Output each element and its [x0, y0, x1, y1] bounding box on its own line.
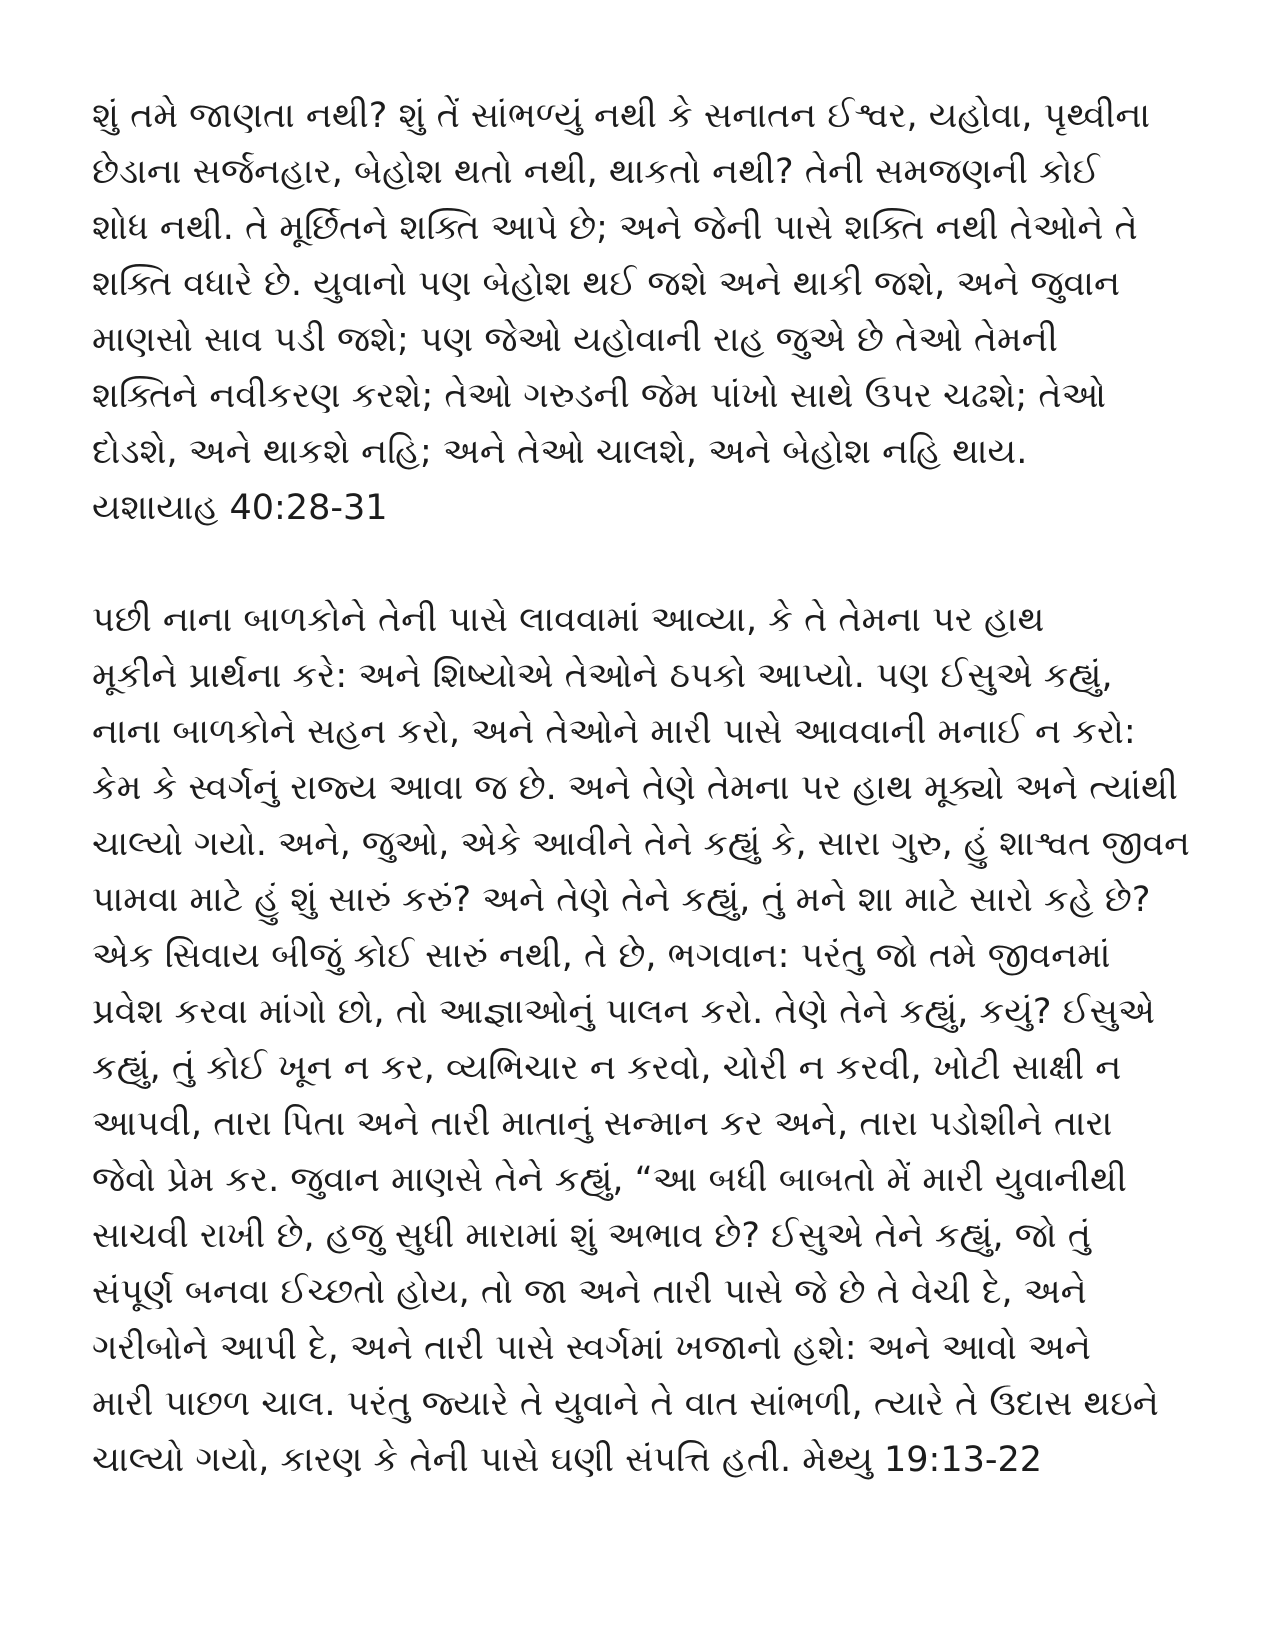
scripture-reference: યશાયાહ 40:28-31: [92, 488, 388, 528]
text-line: માણસો સાવ પડી જશે; પણ જેઓ યહોવાની રાહ જુએ છે તેઓ તેમની: [92, 320, 1058, 360]
text-line: મારી પાછળ ચાલ. પરંતુ જ્યારે તે યુવાને તે વાત સાંભળી, ત્યારે તે ઉદાસ થઇને: [92, 1384, 1159, 1424]
text-line: સંપૂર્ણ બનવા ઈચ્છતો હોય, તો જા અને તારી પાસે જે છે તે વેચી દે, અને: [92, 1272, 1087, 1312]
text-line: એક સિવાય બીજું કોઈ સારું નથી, તે છે, ભગવાન: પરંતુ જો તમે જીવનમાં: [92, 936, 1111, 976]
text-line: ગરીબોને આપી દે, અને તારી પાસે સ્વર્ગમાં ખજાનો હશે: અને આવો અને: [92, 1328, 1091, 1368]
text-line: પામવા માટે હું શું સારું કરું? અને તેણે તેને કહ્યું, તું મને શા માટે સારો કહે છે?: [92, 880, 1151, 920]
text-line: પછી નાના બાળકોને તેની પાસે લાવવામાં આવ્યા, કે તે તેમના પર હાથ: [92, 600, 1045, 640]
text-line: મૂકીને પ્રાર્થના કરે: અને શિષ્યોએ તેઓને ઠપકો આપ્યો. પણ ઈસુએ કહ્યું,: [92, 656, 1113, 696]
text-line: શું તમે જાણતા નથી? શું તેં સાંભળ્યું નથી કે સનાતન ઈશ્વર, યહોવા, પૃથ્વીના: [92, 96, 1151, 136]
text-line: પ્રવેશ કરવા માંગો છો, તો આજ્ઞાઓનું પાલન કરો. તેણે તેને કહ્યું, કયું? ઈસુએ: [92, 992, 1155, 1032]
passage-isaiah: [92, 88, 1202, 536]
document-page: [92, 88, 1202, 1488]
text-line: શક્તિને નવીકરણ કરશે; તેઓ ગરુડની જેમ પાંખો સાથે ઉપર ચઢશે; તેઓ: [92, 376, 1107, 416]
text-line: આપવી, તારા પિતા અને તારી માતાનું સન્માન કર અને, તારા પડોશીને તારા: [92, 1104, 1113, 1144]
text-line: સાચવી રાખી છે, હજુ સુધી મારામાં શું અભાવ છે? ઈસુએ તેને કહ્યું, જો તું: [92, 1216, 1091, 1256]
text-line: નાના બાળકોને સહન કરો, અને તેઓને મારી પાસે આવવાની મનાઈ ન કરો:: [92, 712, 1136, 752]
text-line: કેમ કે સ્વર્ગનું રાજ્ય આવા જ છે. અને તેણે તેમના પર હાથ મૂક્યો અને ત્યાંથી: [92, 768, 1178, 808]
text-line: દોડશે, અને થાકશે નહિ; અને તેઓ ચાલશે, અને બેહોશ નહિ થાય.: [92, 432, 1028, 472]
text-line: ચાલ્યો ગયો. અને, જુઓ, એકે આવીને તેને કહ્યું કે, સારા ગુરુ, હું શાશ્વત જીવન: [92, 824, 1190, 864]
passage-matthew: [92, 592, 1202, 1488]
text-line: કહ્યું, તું કોઈ ખૂન ન કર, વ્યભિચાર ન કરવો, ચોરી ન કરવી, ખોટી સાક્ષી ન: [92, 1048, 1122, 1088]
text-line: ચાલ્યો ગયો, કારણ કે તેની પાસે ઘણી સંપત્તિ હતી. મેથ્યુ 19:13-22: [92, 1440, 1043, 1480]
text-line: જેવો પ્રેમ કર. જુવાન માણસે તેને કહ્યું, “આ બધી બાબતો મેં મારી યુવાનીથી: [92, 1160, 1127, 1200]
text-line: છેડાના સર્જનહાર, બેહોશ થતો નથી, થાકતો નથી? તેની સમજણની કોઈ: [92, 152, 1100, 192]
text-line: શોધ નથી. તે મૂર્છિતને શક્તિ આપે છે; અને જેની પાસે શક્તિ નથી તેઓને તે: [92, 208, 1138, 248]
text-line: શક્તિ વધારે છે. યુવાનો પણ બેહોશ થઈ જશે અને થાકી જશે, અને જુવાન: [92, 264, 1121, 304]
